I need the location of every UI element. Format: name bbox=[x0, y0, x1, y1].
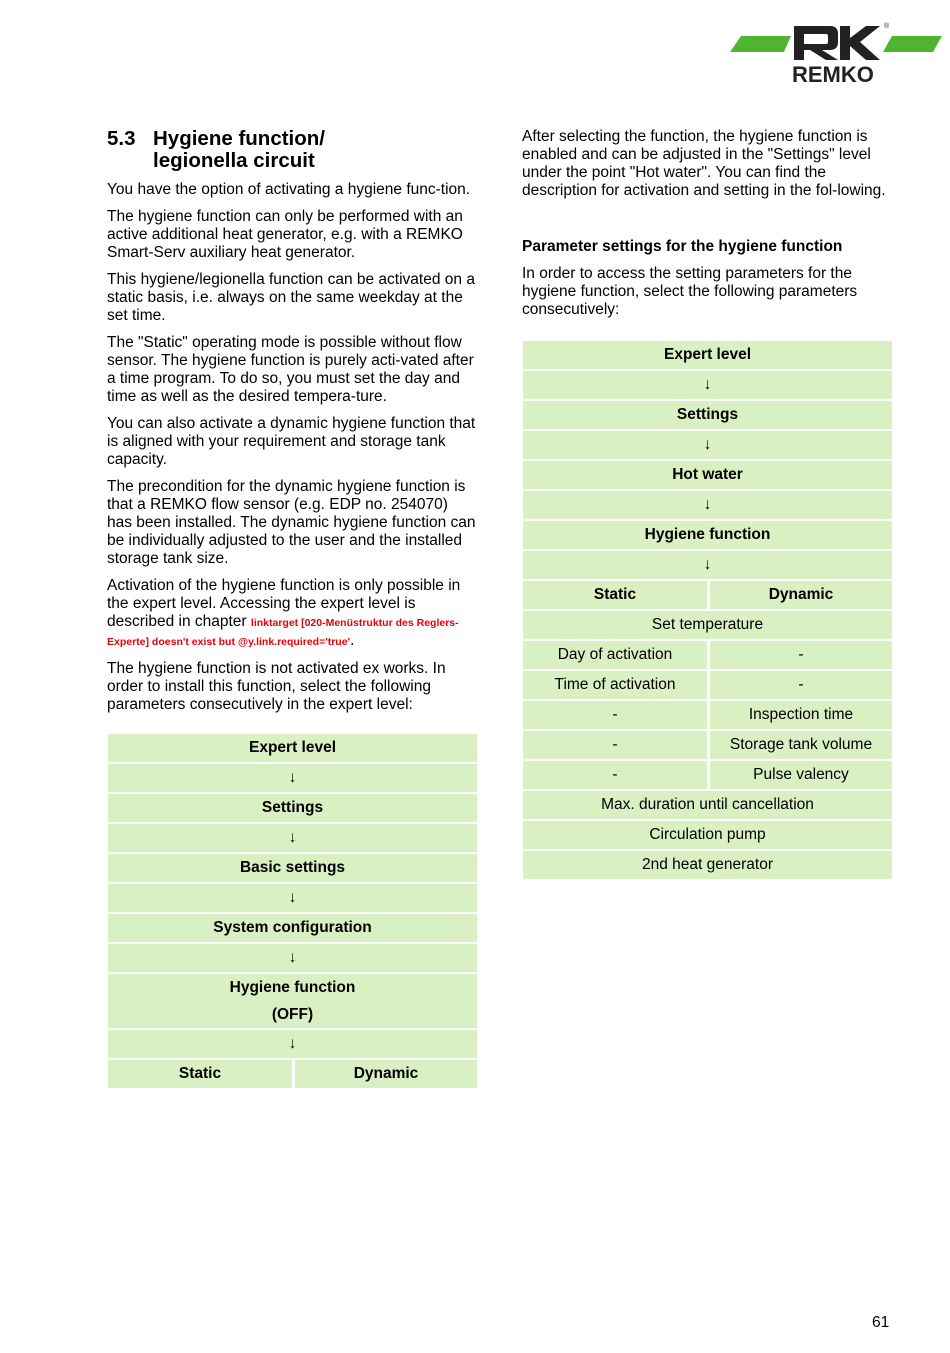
logo-wordmark: REMKO bbox=[792, 62, 874, 86]
flow-cell-expert-level: Expert level bbox=[522, 341, 892, 369]
section-heading bbox=[107, 128, 477, 172]
param-cell-right: Pulse valency bbox=[707, 761, 892, 789]
flow-cell-hygiene-function: Hygiene function (OFF) bbox=[107, 974, 477, 1028]
param-cell-right: - bbox=[707, 671, 892, 699]
flow-cell-static: Static bbox=[107, 1060, 292, 1088]
section-title-line-2: legionella circuit bbox=[153, 149, 315, 172]
page-number: 61 bbox=[872, 1314, 890, 1331]
logo-stripe-left bbox=[730, 36, 791, 52]
install-flow-table bbox=[107, 732, 477, 1090]
flow-cell-max-duration: Max. duration until cancellation bbox=[522, 791, 892, 819]
paragraph: The "Static" operating mode is possible without flow sensor. The hygiene function is purely acti-vated after a time program. To do so, you must set the day and time as well as the desired tempera-ture. bbox=[107, 334, 474, 405]
section-title-line-1: Hygiene function/ bbox=[153, 127, 325, 150]
broken-link-error[interactable]: linktarget [020-Menüstruktur des Reglers-Experte] doesn't exist but @y.link.required='true' bbox=[107, 617, 459, 648]
right-column bbox=[522, 128, 892, 881]
parameter-flow-table bbox=[522, 339, 892, 881]
paragraph: The precondition for the dynamic hygiene function is that a REMKO flow sensor (e.g. EDP no. 254070) has been installed. The dynamic hygiene function can be individually adjusted to the user and the installed storage tank size. bbox=[107, 478, 476, 567]
section-number: 5.3 bbox=[107, 127, 136, 150]
paragraph: You have the option of activating a hygiene func-tion. bbox=[107, 181, 471, 198]
paragraph: The hygiene function can only be performed with an active additional heat generator, e.g. with a REMKO Smart-Serv auxiliary heat generator. bbox=[107, 208, 463, 261]
flow-cell-2nd-heat-generator: 2nd heat generator bbox=[522, 851, 892, 879]
access-paragraph: In order to access the setting parameters for the hygiene function, select the following parameters consecutively: bbox=[522, 265, 858, 318]
install-paragraph: The hygiene function is not activated ex works. In order to install this function, select the following parameters consecutively in the expert level: bbox=[107, 660, 446, 713]
flow-cell-basic-settings: Basic settings bbox=[107, 854, 477, 882]
arrow-down-icon: ↓ bbox=[522, 551, 892, 579]
arrow-down-icon: ↓ bbox=[522, 371, 892, 399]
param-cell-left: Day of activation bbox=[522, 641, 707, 669]
left-column bbox=[107, 128, 477, 1090]
arrow-down-icon: ↓ bbox=[107, 884, 477, 912]
svg-text:®: ® bbox=[884, 23, 890, 30]
section-title bbox=[153, 128, 325, 172]
flow-cell-set-temperature: Set temperature bbox=[522, 611, 892, 639]
logo-stripe-right bbox=[883, 36, 942, 52]
paragraph: You can also activate a dynamic hygiene function that is aligned with your requirement and storage tank capacity. bbox=[107, 415, 476, 468]
flow-cell-settings: Settings bbox=[522, 401, 892, 429]
arrow-down-icon: ↓ bbox=[107, 944, 477, 972]
flow-cell-expert-level: Expert level bbox=[107, 734, 477, 762]
param-cell-left: - bbox=[522, 731, 707, 759]
flow-cell-settings: Settings bbox=[107, 794, 477, 822]
param-cell-right: Storage tank volume bbox=[707, 731, 892, 759]
arrow-down-icon: ↓ bbox=[522, 491, 892, 519]
intro-paragraph: After selecting the function, the hygiene function is enabled and can be adjusted in the "Settings" level under the point "Hot water". You can find the description for activation and setting in the fol-lowing. bbox=[522, 128, 886, 199]
arrow-down-icon: ↓ bbox=[107, 1030, 477, 1058]
param-cell-right: - bbox=[707, 641, 892, 669]
arrow-down-icon: ↓ bbox=[107, 764, 477, 792]
remko-logo-graphic bbox=[726, 20, 946, 86]
paragraph: This hygiene/legionella function can be activated on a static basis, i.e. always on the same weekday at the set time. bbox=[107, 271, 475, 324]
flow-cell-static: Static bbox=[522, 581, 707, 609]
flow-cell-circulation-pump: Circulation pump bbox=[522, 821, 892, 849]
flow-cell-system-configuration: System configuration bbox=[107, 914, 477, 942]
flow-cell-hot-water: Hot water bbox=[522, 461, 892, 489]
arrow-down-icon: ↓ bbox=[522, 431, 892, 459]
param-cell-right: Inspection time bbox=[707, 701, 892, 729]
param-cell-left: - bbox=[522, 761, 707, 789]
parameter-settings-heading: Parameter settings for the hygiene function bbox=[522, 238, 843, 255]
remko-logo bbox=[726, 20, 946, 86]
param-cell-left: Time of activation bbox=[522, 671, 707, 699]
flow-cell-dynamic: Dynamic bbox=[707, 581, 892, 609]
activation-paragraph: Activation of the hygiene function is only possible in the expert level. Accessing the expert level is described in chapter linktarget [020-Menüstruktur des Reglers-Experte] doesn't exist but @y.link.required='true'. bbox=[107, 577, 461, 649]
hygiene-off-label: (OFF) bbox=[271, 1006, 314, 1023]
arrow-down-icon: ↓ bbox=[107, 824, 477, 852]
param-cell-left: - bbox=[522, 701, 707, 729]
flow-cell-dynamic: Dynamic bbox=[292, 1060, 477, 1088]
flow-cell-hygiene-function: Hygiene function bbox=[522, 521, 892, 549]
